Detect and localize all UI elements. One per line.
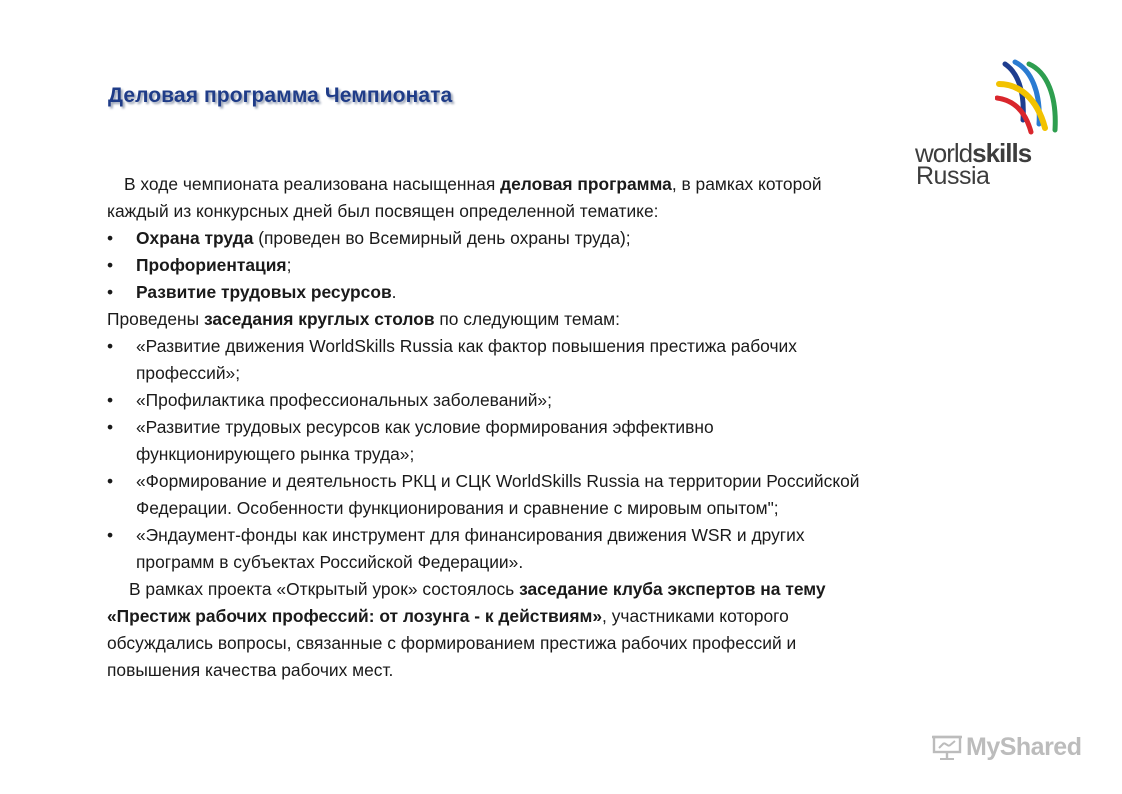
worldskills-logo — [915, 58, 1075, 198]
theme-bold: Охрана труда — [136, 228, 254, 248]
list-item: • «Развитие трудовых ресурсов как условие формирования эффективно функционирующего рынка труда»; — [107, 414, 877, 468]
list-item: • «Формирование и деятельность РКЦ и СЦК WorldSkills Russia на территории Российской Федерации. Особенности функционирования и сравнение с мировым опытом"; — [107, 468, 877, 522]
presentation-icon — [932, 734, 962, 760]
round-tables-text-1: Проведены — [107, 309, 204, 329]
list-item — [107, 252, 877, 279]
slide-body — [107, 171, 877, 684]
logo-world-text: world — [915, 138, 973, 168]
theme-bold: Развитие трудовых ресурсов — [136, 282, 392, 302]
themes-list — [107, 225, 877, 306]
list-item: • «Развитие движения WorldSkills Russia как фактор повышения престижа рабочих профессий»; — [107, 333, 877, 387]
closing-text-1: В рамках проекта «Открытый урок» состоялось — [129, 579, 520, 599]
closing-paragraph — [107, 576, 877, 684]
round-tables-bold: заседания круглых столов — [203, 309, 435, 329]
closing-bold: заседание клуба экспертов на тему «Престиж рабочих профессий: от лозунга - к действиям» — [107, 579, 826, 626]
round-tables-text-2: по следующим темам: — [434, 309, 620, 329]
intro-text-1: В ходе чемпионата реализована насыщенная — [124, 174, 501, 194]
topics-list — [107, 333, 877, 576]
logo-skills-text: skills — [972, 138, 1032, 168]
slide-title: Деловая программа Чемпионата — [108, 84, 453, 107]
swoosh-stroke-4 — [997, 98, 1031, 132]
intro-text-2: , в рамках которой каждый из конкурсных дней был посвящен определенной тематике: — [107, 174, 822, 221]
closing-text-2: , участниками которого обсуждались вопросы, связанные с формированием престижа рабочих профессий и повышения качества рабочих мест. — [107, 606, 797, 680]
list-item — [107, 225, 877, 252]
list-item — [107, 279, 877, 306]
theme-rest: (проведен во Всемирный день охраны труда); — [253, 228, 631, 248]
watermark-text: MyShared — [966, 732, 1082, 761]
watermark — [932, 732, 1081, 762]
theme-bold: Профориентация — [136, 255, 287, 275]
theme-rest: ; — [286, 255, 292, 275]
intro-paragraph — [107, 171, 877, 225]
round-tables-paragraph — [107, 306, 877, 333]
list-item: • «Профилактика профессиональных заболеваний»; — [107, 387, 877, 414]
logo-russia-text: Russia — [916, 162, 990, 190]
theme-rest: . — [391, 282, 397, 302]
list-item: • «Эндаумент-фонды как инструмент для финансирования движения WSR и других программ в субъектах Российской Федерации». — [107, 522, 877, 576]
worldskills-swoosh-icon — [995, 58, 1067, 138]
intro-bold: деловая программа — [500, 174, 672, 194]
